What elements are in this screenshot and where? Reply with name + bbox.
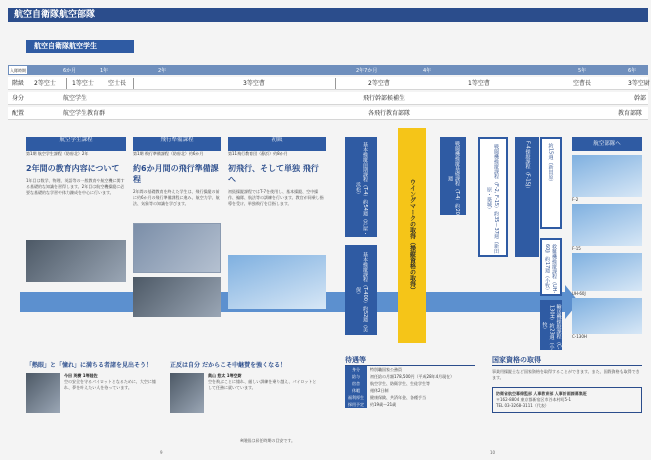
stage-title: 約6か月間の飛行準備課程	[133, 164, 219, 184]
timeline-label: 1年	[100, 68, 109, 74]
stage-header: 飛行準備課程	[133, 137, 221, 151]
stage-card	[26, 137, 126, 282]
course-basic-bottom: 基本操縦課程（T-400）約52週（美保）	[345, 245, 377, 335]
profile-body: 空の安全を守るパイロットとなるために、大空に憧れ、夢を叶えたい人を待っています。	[64, 379, 156, 390]
rank-cell: 空士長	[108, 80, 127, 87]
stage-sub: 第11飛行教育団（静浜）約8か月	[228, 151, 288, 156]
page-title-bar: 航空自衛隊航空部隊	[8, 8, 648, 22]
timeline-label: 6か月	[63, 68, 77, 74]
aircraft-label: F-15	[572, 246, 581, 251]
profile-body: 空を飛ぶことに憧れ、厳しい訓練を乗り越え、パイロットとして任務に就いています。	[208, 379, 317, 390]
treatment-row: 採用予定 約19歳〜21歳	[345, 401, 475, 408]
rank-cell: 1等空曹	[468, 80, 490, 87]
qualifications-body: 事業用操縦士など国家資格を取得することができます。また、国際資格も取得できます。	[492, 369, 640, 380]
course-transport: 救難機操縦課程（UH-60J）約17週（小牧）	[540, 238, 562, 296]
rank-row	[8, 77, 648, 90]
status-right-label: 幹部	[634, 95, 647, 102]
footnote: ※階級は昇任時期の目安です。	[240, 438, 296, 443]
aircraft-label: UH-60J	[572, 291, 586, 296]
photo-uh60j	[572, 253, 642, 291]
stage-title: 2年間の教育内容について	[26, 164, 120, 173]
treatment-section	[345, 355, 475, 408]
contact-tel: TEL 03-3268-3111（代表）	[496, 403, 549, 408]
course-basic-top: 基本操縦前期課程（T-4）約54週（芦屋・浜松）	[345, 137, 377, 237]
status-cell: 飛行幹部候補生	[363, 95, 406, 102]
rank-cell: 2等空曹	[368, 80, 390, 87]
assignment-row	[8, 107, 648, 120]
rank-right-label: 3等空尉	[628, 80, 650, 87]
aircraft-label: C-130H	[572, 334, 587, 339]
row-header: 階級	[11, 80, 24, 87]
course-fighter-unit: 約15週（新田原）	[540, 137, 562, 229]
page-number: 10	[490, 450, 496, 455]
rank-cell: 2等空士	[34, 80, 56, 87]
aircraft-column	[572, 137, 642, 339]
treatment-row: 宿舎 航空学生、防衛学生、生徒学生等	[345, 380, 475, 387]
rank-cell: 空曹長	[573, 80, 592, 87]
stage-card	[133, 137, 221, 317]
contact-address: 〒162-8804 東京都新宿区市谷本村町5-1	[496, 397, 572, 402]
page-number: 9	[160, 450, 163, 455]
timeline-label: 6年	[628, 68, 637, 74]
qualifications-section	[492, 355, 642, 413]
course-fighter-mid: 戦闘機操縦課程（F-2, F-15）約35〜37週（新田原・築城）	[478, 137, 508, 257]
course-transport2: 輸送機操縦課程（C-130H）約23週（小牧）	[540, 300, 562, 350]
course-f4: F-4操縦課程（F-15J）	[515, 137, 539, 257]
photo-students	[26, 240, 126, 282]
rank-cell: 3等空曹	[243, 80, 265, 87]
treatment-row: 休暇 週休2日制	[345, 387, 475, 394]
stage-sub: 第1期 飛行準備課程（防府北）約6か月	[133, 151, 204, 156]
stage-header: 初級	[228, 137, 326, 151]
stage-sub: 第1期 航空学生課程（防府北）2年	[26, 151, 89, 156]
timeline-label: 5年	[578, 68, 587, 74]
photo-classroom	[133, 223, 221, 273]
stage-card	[228, 137, 326, 309]
rank-cell: 1等空士	[72, 80, 94, 87]
profile-name: 今田 英樹 1等陸佐	[64, 373, 98, 378]
profile-heading: 「熱眼」と「憧れ」に満ちる者諸を見出そう！	[26, 362, 153, 369]
aircraft-label: F-2	[572, 197, 579, 202]
assignment-cell: 各飛行教育部隊	[368, 110, 411, 117]
qualifications-title: 国家資格の取得	[492, 355, 642, 366]
timeline-label: 2年7か月	[356, 68, 378, 74]
assignment-cell: 航空学生教育群	[63, 110, 106, 117]
timeline-start-label: 入隊時期	[8, 65, 28, 75]
course-fighter-intro: 戦闘機操縦基礎課程（T-4）約20週	[440, 137, 466, 215]
stage-body: 1年目は数学、物理、英語等の一般教育や航空機に関する基礎的な知識を習得します。2年目は航空機操縦に必要な基礎的な学習や体力錬成を中心に行います。	[26, 178, 125, 195]
treatment-row: 福利厚生 健康保険、共済年金、各種手当	[345, 394, 475, 401]
treatment-row: 身分 特別職国家公務員	[345, 366, 475, 373]
stage-title: 初飛行、そして単独 飛行へ	[228, 164, 319, 184]
treatment-row: 給与 初任給の月額178,500円（平成28年4月現在）	[345, 373, 475, 380]
profile-card	[26, 360, 156, 413]
photo-trainer-aircraft	[228, 255, 326, 309]
stage-body: 2年間の基礎教育を終えた学生は、飛行操縦の前に約6か月の飛行準備課程に進み、航空力学、航法、気象等の知識を学びます。	[133, 189, 220, 206]
timeline-label: 2年	[158, 68, 167, 74]
profile-card	[170, 360, 320, 413]
profile-name: 奥山 悠太 1等空尉	[208, 373, 242, 378]
photo-study	[133, 277, 221, 317]
status-cell: 航空学生	[63, 95, 88, 102]
timeline-label: 4年	[423, 68, 432, 74]
section-subtitle: 航空自衛隊航空学生	[26, 40, 134, 53]
contact-name: 防衛省航空幕僚監部 人事教育部 人事計画課募集班	[496, 391, 587, 396]
status-row	[8, 92, 648, 105]
profile-heading: 正反は自分 だからこそ中継賛を強くなる！	[170, 362, 287, 369]
stage-header: 航空学生課程	[26, 137, 126, 151]
timeline-bar	[8, 65, 648, 75]
wing-mark-qualification: ウイングマークの取得（操縦資格の取得）	[398, 128, 426, 343]
photo-c130h	[572, 298, 642, 334]
photo-f15	[572, 204, 642, 246]
treatment-title: 待遇等	[345, 355, 475, 366]
portrait-photo	[26, 373, 60, 413]
contact-box	[492, 387, 642, 413]
photo-f2	[572, 155, 642, 197]
row-header: 配置	[11, 110, 24, 117]
assignment-right-label: 教育部隊	[618, 110, 643, 117]
stage-body: 初級操縦課程ではT-7を使用し、基本操縦、空中操作、編隊、航法等の訓練を行います。教官が同乗し指導を受け、単独飛行を目指します。	[228, 189, 324, 206]
portrait-photo	[170, 373, 204, 413]
row-header: 身分	[11, 95, 24, 102]
aircraft-header: 航空部隊へ	[572, 137, 642, 151]
